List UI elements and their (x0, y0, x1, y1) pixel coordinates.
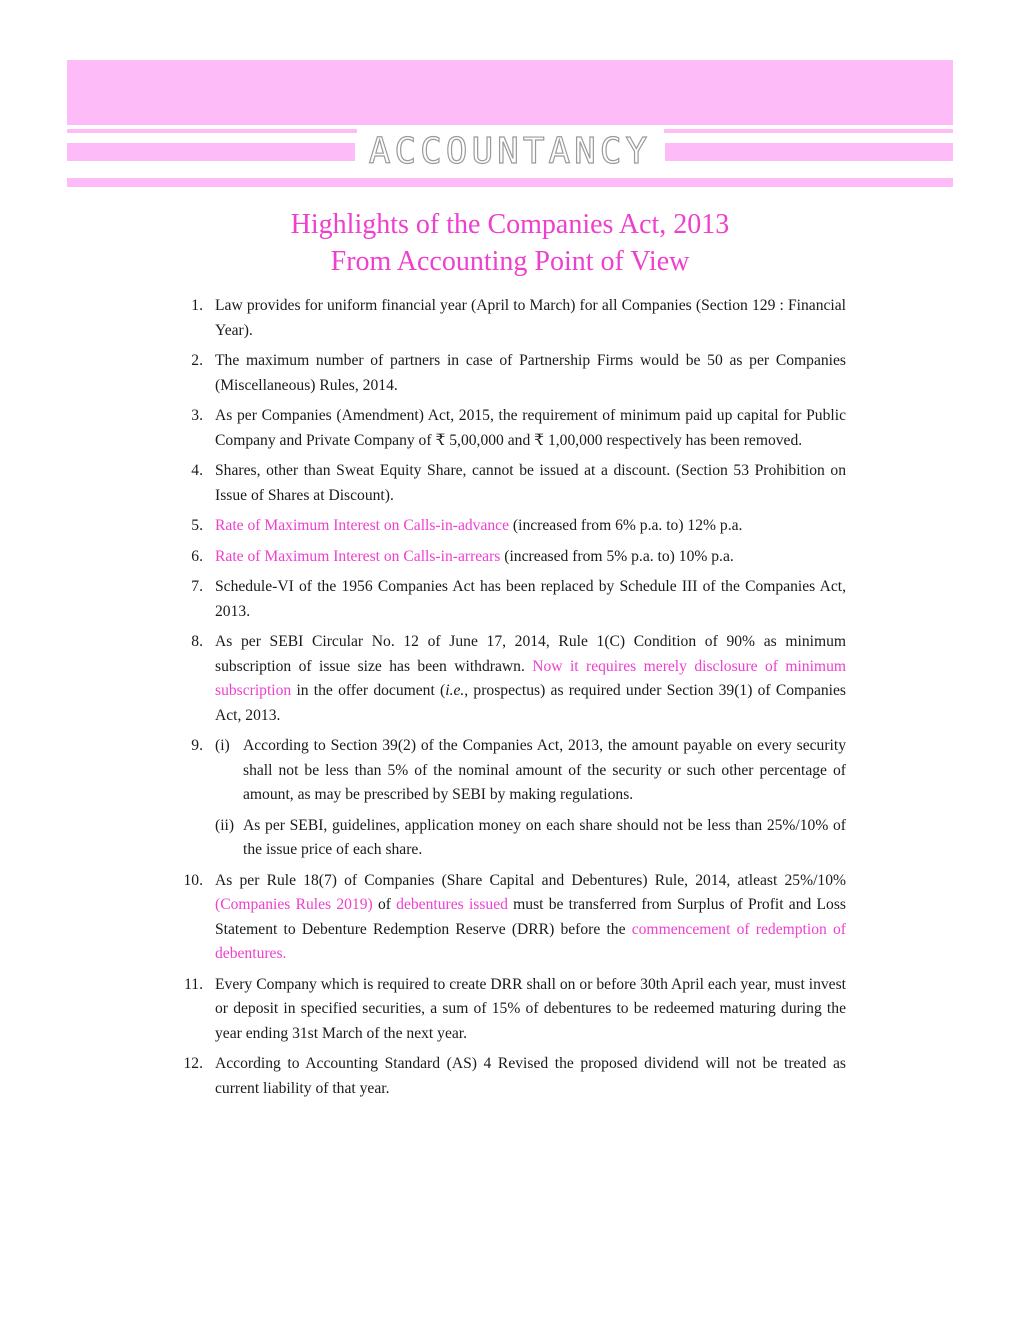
list-item-number: 7. (191, 578, 203, 595)
text-run: must be transferred from Surplus of Profit and Loss Statement to Debenture Redemption Reserve (DRR) before the (215, 896, 846, 938)
text-run: Shares, other than Sweat Equity Share, cannot be issued at a discount. (Section 53 Prohibition on Issue of Shares at Discount). (215, 462, 846, 504)
sub-item-text: According to Section 39(2) of the Companies Act, 2013, the amount payable on every security shall not be less than 5% of the nominal amount of the security or such other percentage of amount, as may be prescribed by SEBI by making regulations. (243, 737, 846, 803)
list-item-number: 9. (191, 737, 203, 754)
text-run: (increased from 5% p.a. to) 10% p.a. (500, 547, 734, 565)
list-item-text (215, 973, 846, 1047)
list-item-text (215, 404, 846, 453)
text-run: According to Accounting Standard (AS) 4 Revised the proposed dividend will not be treated as current liability of that year. (215, 1055, 846, 1097)
list-item-text (215, 459, 846, 508)
list-item-number: 8. (191, 633, 203, 650)
list-item-text (215, 575, 846, 624)
list-item (170, 514, 846, 539)
list-item (170, 630, 846, 728)
list-item (170, 973, 846, 1047)
sub-item (215, 734, 846, 808)
text-run: Schedule-VI of the 1956 Companies Act has been replaced by Schedule III of the Companies Act, 2013. (215, 578, 846, 620)
list-item-number: 4. (191, 462, 203, 479)
brand-title: ACCOUNTANCY (368, 131, 652, 172)
text-run: As per Companies (Amendment) Act, 2015, the requirement of minimum paid up capital for Public Company and Private Company of ₹ 5,00,000 and ₹ 1,00,000 respectively has been removed. (215, 407, 846, 449)
highlighted-text: Rate of Maximum Interest on Calls-in-advance (215, 517, 510, 534)
list-item-number: 11. (184, 975, 203, 993)
list-item-text (215, 869, 846, 967)
sub-item-text: As per SEBI, guidelines, application money on each share should not be less than 25%/10% of the issue price of each share. (243, 816, 846, 858)
sub-item-label: (ii) (215, 816, 235, 834)
list-item-text (215, 349, 846, 398)
highlighted-text: (Companies Rules 2019) (215, 896, 373, 913)
list-item (170, 294, 846, 343)
sub-item (215, 814, 846, 863)
list-item (170, 404, 846, 453)
highlights-list (170, 294, 846, 1107)
list-item-number: 6. (191, 547, 203, 565)
list-item-number: 5. (191, 517, 203, 534)
text-run: Every Company which is required to create DRR shall on or before 30th April each year, must invest or deposit in specified securities, a sum of 15% of debentures to be redeemed maturing during the year ending 31st March of the next year. (215, 975, 846, 1042)
highlighted-text: Rate of Maximum Interest on Calls-in-arrears (215, 547, 501, 565)
highlighted-text: debentures issued (396, 896, 508, 913)
highlighted-text: Now it requires merely disclosure of minimum subscription (215, 657, 846, 699)
text-run: The maximum number of partners in case of Partnership Firms would be 50 as per Companies (Miscellaneous) Rules, 2014. (215, 352, 846, 394)
header-stripe-left (67, 129, 357, 133)
page-title (0, 206, 1020, 280)
list-item (170, 869, 846, 967)
header-band (67, 60, 953, 125)
text-run: , prospectus) as required under Section 39(1) of Companies Act, 2013. (215, 682, 847, 724)
text-run: i.e. (445, 682, 465, 699)
text-run: in the offer document ( (291, 682, 446, 699)
page-title-line2: From Accounting Point of View (330, 246, 690, 277)
list-item-number: 12. (183, 1055, 203, 1072)
text-run: Law provides for uniform financial year (April to March) for all Companies (Section 129 : Financial Year). (215, 297, 846, 339)
list-item-text (215, 514, 846, 539)
sub-item-label: (i) (215, 737, 230, 754)
list-item (170, 545, 846, 570)
header-band-bottom (67, 178, 953, 187)
list-item (170, 1052, 846, 1101)
list-item (170, 575, 846, 624)
list-item-number: 3. (191, 407, 203, 424)
list-item-number: 2. (191, 352, 203, 369)
text-run: of (372, 896, 397, 913)
list-item-text (215, 294, 846, 343)
header-stripe-right (664, 129, 953, 133)
page-title-line1: Highlights of the Companies Act, 2013 (290, 209, 730, 240)
list-item-text (215, 734, 846, 863)
list-item-text (215, 630, 846, 728)
text-run: As per SEBI Circular No. 12 of June 17, 2014, Rule 1(C) Condition of 90% as minimum subscription of issue size has been withdrawn. (215, 633, 846, 675)
list-item (170, 349, 846, 398)
list-item (170, 734, 846, 863)
list-item-text (215, 545, 846, 570)
list-item-number: 10. (183, 871, 203, 889)
list-item-number: 1. (191, 297, 203, 314)
header-bar-right (665, 143, 953, 161)
highlighted-text: commencement of redemption of debentures. (215, 920, 846, 962)
list-item-text (215, 1052, 846, 1101)
text-run: (increased from 6% p.a. to) 12% p.a. (509, 517, 743, 534)
list-item (170, 459, 846, 508)
header-bar-left (67, 143, 355, 161)
text-run: As per Rule 18(7) of Companies (Share Capital and Debentures) Rule, 2014, atleast 25%/10% (215, 871, 846, 889)
